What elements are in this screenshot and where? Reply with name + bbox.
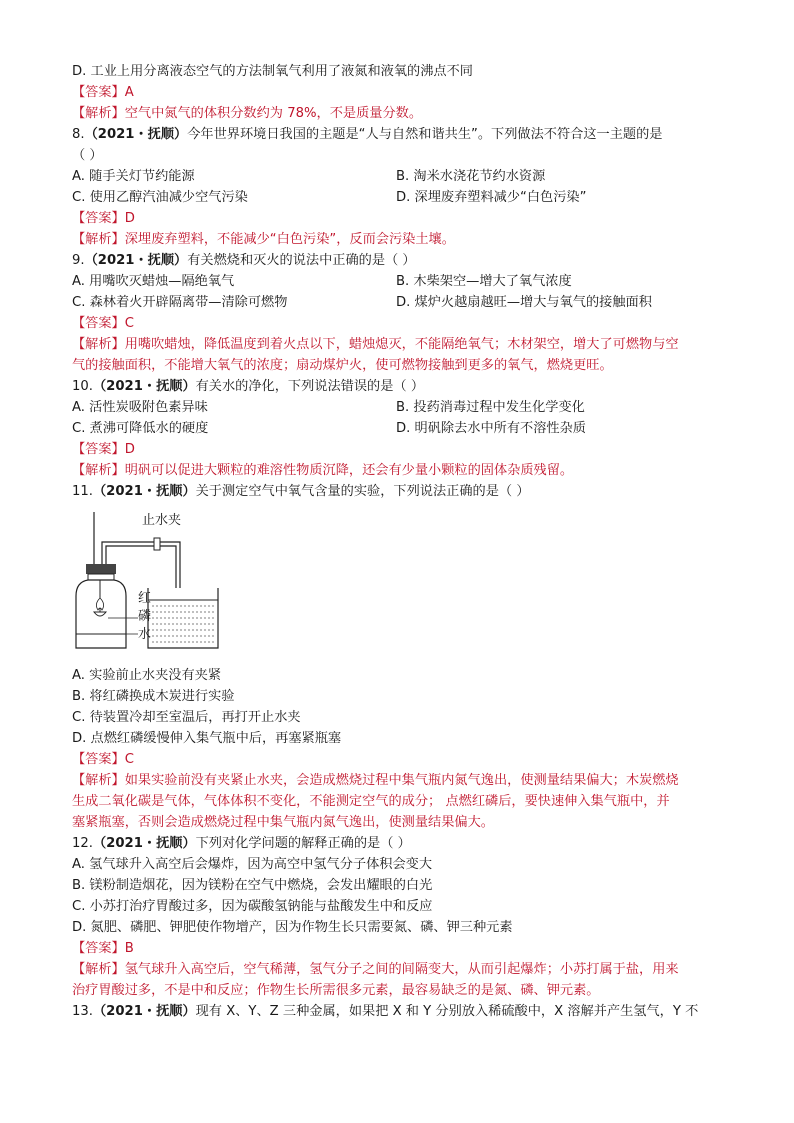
answer-tag: 【答案】 [72,316,125,331]
q10-option-c: C. 煮沸可降低水的硬度 [72,421,209,436]
answer-tag: 【答案】 [72,752,125,767]
q7-answer [72,83,134,103]
apparatus-diagram [72,508,232,660]
question-source: （2021・抚顺） [84,127,188,142]
analysis-tag: 【解析】 [72,106,125,121]
q12-analysis-line2: 治疗胃酸过多，不是中和反应；作物生长所需很多元素，最容易缺乏的是氮、磷、钾元素。 [72,983,600,998]
question-number: 9. [72,253,85,268]
question-stem: 今年世界环境日我国的主题是“人与自然和谐共生”。下列做法不符合这一主题的是 [187,127,663,142]
q8-option-c: C. 使用乙醇汽油减少空气污染 [72,190,248,205]
analysis-tag: 【解析】 [72,463,125,478]
question-number: 11. [72,484,93,499]
label-red-1: 红 [138,590,152,605]
q11-analysis-line3: 塞紧瓶塞，否则会造成燃烧过程中集气瓶内氮气逸出，使测量结果偏大。 [72,815,494,830]
analysis-text: 氢气球升入高空后，空气稀薄，氢气分子之间的间隔变大，从而引起爆炸；小苏打属于盐，用来 [124,962,679,977]
question-source: （2021・抚顺） [84,253,188,268]
q9-stem [72,251,416,271]
q8-options-ab [72,167,195,187]
analysis-text: 如果实验前没有夹紧止水夹，会造成燃烧过程中集气瓶内氮气逸出，使测量结果偏大；木炭燃烧 [124,773,679,788]
q8-analysis [72,230,455,250]
answer-value: B [124,941,134,956]
q13-stem [72,1002,698,1022]
analysis-text: 空气中氮气的体积分数约为 78%，不是质量分数。 [124,106,423,121]
q10-option-a: A. 活性炭吸附色素异味 [72,400,208,415]
q11-option-c: C. 待装置冷却至室温后，再打开止水夹 [72,710,301,725]
q8-answer [72,209,135,229]
q11-answer [72,750,134,770]
analysis-tag: 【解析】 [72,337,125,352]
q10-analysis [72,461,573,481]
question-source: （2021・抚顺） [92,379,196,394]
answer-tag: 【答案】 [72,211,125,226]
analysis-tag: 【解析】 [72,773,125,788]
question-number: 13. [72,1004,93,1019]
question-source: （2021・抚顺） [92,836,196,851]
question-number: 8. [72,127,85,142]
q9-answer [72,314,134,334]
answer-tag: 【答案】 [72,941,125,956]
q12-analysis-line1 [72,960,679,980]
q8-option-d: D. 深埋废弃塑料减少“白色污染” [396,190,587,205]
q12-option-b: B. 镁粉制造烟花，因为镁粉在空气中燃烧，会发出耀眼的白光 [72,878,433,893]
answer-value: A [124,85,134,100]
question-stem: 有关水的净化，下列说法错误的是（ ） [195,379,425,394]
q12-option-c: C. 小苏打治疗胃酸过多，因为碳酸氢钠能与盐酸发生中和反应 [72,899,433,914]
question-stem: 现有 X、Y、Z 三种金属，如果把 X 和 Y 分别放入稀硫酸中，X 溶解并产生氢气，Y 不 [195,1004,699,1019]
q11-analysis-line2: 生成二氧化碳是气体，气体体积不变化，不能测定空气的成分； 点燃红磷后，要快速伸入集气瓶中，并 [72,794,670,809]
q9-option-a: A. 用嘴吹灭蜡烛—隔绝氧气 [72,274,235,289]
q9-option-c: C. 森林着火开辟隔离带—清除可燃物 [72,295,288,310]
q7-analysis [72,104,422,124]
analysis-tag: 【解析】 [72,232,125,247]
answer-value: C [124,752,134,767]
q9-option-d: D. 煤炉火越扇越旺—增大与氧气的接触面积 [396,295,652,310]
q7-option-d: D. 工业上用分离液态空气的方法制氧气利用了液氮和液氧的沸点不同 [72,64,473,79]
q11-option-a: A. 实验前止水夹没有夹紧 [72,668,222,683]
answer-tag: 【答案】 [72,85,125,100]
question-source: （2021・抚顺） [92,1004,196,1019]
q8-stem [72,125,662,145]
q10-answer [72,440,135,460]
answer-value: C [124,316,134,331]
analysis-text: 深埋废弃塑料，不能减少“白色污染”，反而会污染土壤。 [124,232,455,247]
label-water: 水 [138,626,152,641]
q11-analysis-line1 [72,771,679,791]
question-stem: 关于测定空气中氧气含量的实验，下列说法正确的是（ ） [195,484,530,499]
apparatus-figure [72,508,232,660]
analysis-tag: 【解析】 [72,962,125,977]
q9-analysis-line1 [72,335,679,355]
question-stem: 有关燃烧和灭火的说法中正确的是（ ） [187,253,416,268]
q10-option-b: B. 投药消毒过程中发生化学变化 [396,400,585,415]
q11-option-b: B. 将红磷换成木炭进行实验 [72,689,235,704]
q9-analysis-line2: 气的接触面积，不能增大氧气的浓度；扇动煤炉火，使可燃物接触到更多的氧气，燃烧更旺。 [72,358,613,373]
q12-option-a: A. 氢气球升入高空后会爆炸，因为高空中氢气分子体积会变大 [72,857,433,872]
answer-value: D [124,442,135,457]
label-red-2: 磷 [138,608,152,623]
label-clamp: 止水夹 [142,512,182,527]
question-source: （2021・抚顺） [92,484,196,499]
question-number: 12. [72,836,93,851]
q12-stem [72,834,411,854]
analysis-text: 明矾可以促进大颗粒的难溶性物质沉降，还会有少量小颗粒的固体杂质残留。 [124,463,574,478]
q11-option-d: D. 点燃红磷缓慢伸入集气瓶中后，再塞紧瓶塞 [72,731,342,746]
q10-option-d: D. 明矾除去水中所有不溶性杂质 [396,421,586,436]
q12-option-d: D. 氮肥、磷肥、钾肥使作物增产，因为作物生长只需要氮、磷、钾三种元素 [72,920,513,935]
answer-value: D [124,211,135,226]
question-number: 10. [72,379,93,394]
analysis-text: 用嘴吹蜡烛，降低温度到着火点以下，蜡烛熄灭，不能隔绝氧气；木材架空，增大了可燃物与空 [124,337,679,352]
option-a: A. 随手关灯节约能源 [72,169,195,184]
q8-option-b: B. 淘米水浇花节约水资源 [396,169,546,184]
q9-option-b: B. 木柴架空—增大了氧气浓度 [396,274,572,289]
q11-stem [72,482,530,502]
question-stem: 下列对化学问题的解释正确的是（ ） [195,836,411,851]
q10-stem [72,377,424,397]
q8-paren: （ ） [72,148,103,163]
q12-answer [72,939,134,959]
answer-tag: 【答案】 [72,442,125,457]
